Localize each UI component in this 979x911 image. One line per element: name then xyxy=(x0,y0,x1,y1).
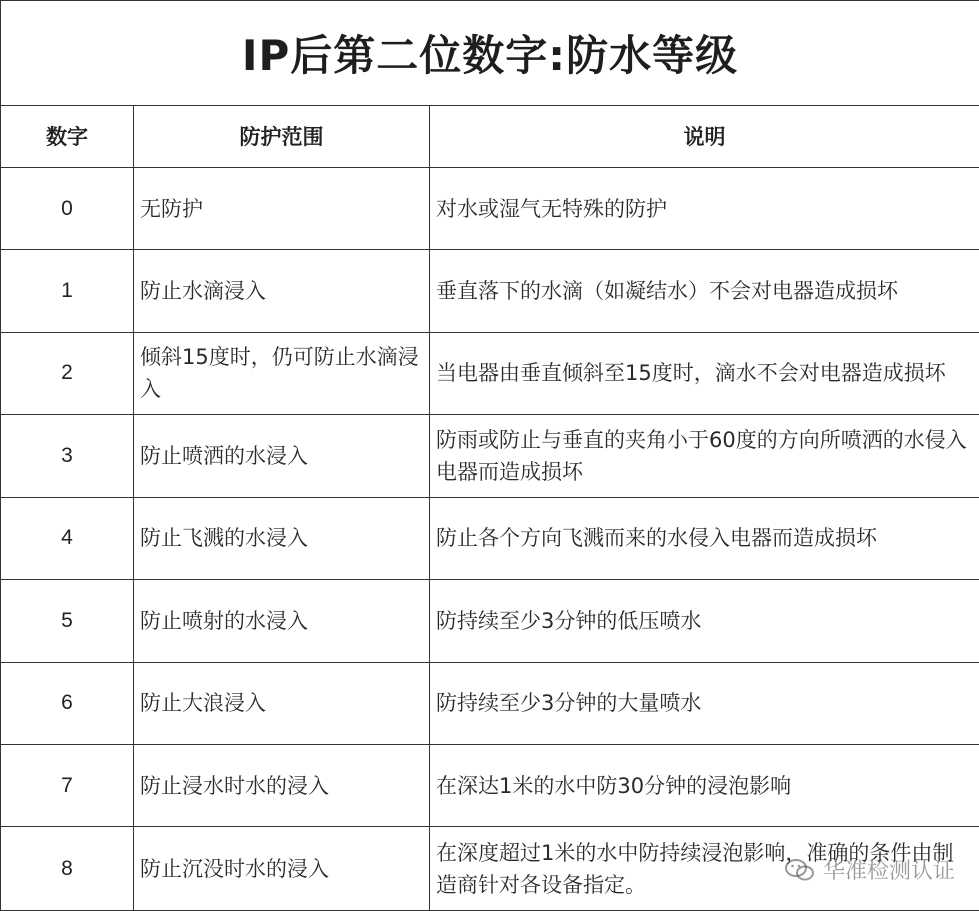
row-scope: 防止飞溅的水浸入 xyxy=(134,497,430,579)
header-scope: 防护范围 xyxy=(134,105,430,167)
row-digit: 2 xyxy=(1,332,134,414)
row-description: 防雨或防止与垂直的夹角小于60度的方向所喷洒的水侵入电器而造成损坏 xyxy=(430,415,979,497)
table-row xyxy=(1,167,979,249)
row-scope: 防止沉没时水的浸入 xyxy=(134,827,430,911)
header-number: 数字 xyxy=(1,105,134,167)
row-description: 在深达1米的水中防30分钟的浸泡影响 xyxy=(430,744,979,826)
header-description: 说明 xyxy=(430,105,979,167)
table-row xyxy=(1,415,979,497)
row-digit: 1 xyxy=(1,250,134,332)
row-description: 当电器由垂直倾斜至15度时，滴水不会对电器造成损坏 xyxy=(430,332,979,414)
row-scope: 倾斜15度时，仍可防止水滴浸入 xyxy=(134,332,430,414)
row-description: 对水或湿气无特殊的防护 xyxy=(430,167,979,249)
row-scope: 防止喷洒的水浸入 xyxy=(134,415,430,497)
row-digit: 3 xyxy=(1,415,134,497)
row-digit: 6 xyxy=(1,662,134,744)
row-scope: 防止浸水时水的浸入 xyxy=(134,744,430,826)
row-scope: 防止喷射的水浸入 xyxy=(134,580,430,662)
header-row xyxy=(1,105,979,167)
table-title: IP后第二位数字:防水等级 xyxy=(1,1,979,106)
table-row xyxy=(1,662,979,744)
table-row xyxy=(1,250,979,332)
row-digit: 7 xyxy=(1,744,134,826)
row-description: 垂直落下的水滴（如凝结水）不会对电器造成损坏 xyxy=(430,250,979,332)
row-scope: 防止水滴浸入 xyxy=(134,250,430,332)
row-scope: 防止大浪浸入 xyxy=(134,662,430,744)
table-row xyxy=(1,580,979,662)
row-digit: 8 xyxy=(1,827,134,911)
title-row xyxy=(1,1,979,106)
row-description: 防止各个方向飞溅而来的水侵入电器而造成损坏 xyxy=(430,497,979,579)
table-row xyxy=(1,744,979,826)
table-row xyxy=(1,827,979,911)
row-digit: 0 xyxy=(1,167,134,249)
table-row xyxy=(1,332,979,414)
row-description: 防持续至少3分钟的低压喷水 xyxy=(430,580,979,662)
row-description: 防持续至少3分钟的大量喷水 xyxy=(430,662,979,744)
row-digit: 4 xyxy=(1,497,134,579)
table-row xyxy=(1,497,979,579)
watermark-text: 华准检测认证 xyxy=(822,859,955,884)
row-description: 在深度超过1米的水中防持续浸泡影响，准确的条件由制造商针对各设备指定。 xyxy=(430,827,979,911)
row-digit: 5 xyxy=(1,580,134,662)
row-scope: 无防护 xyxy=(134,167,430,249)
